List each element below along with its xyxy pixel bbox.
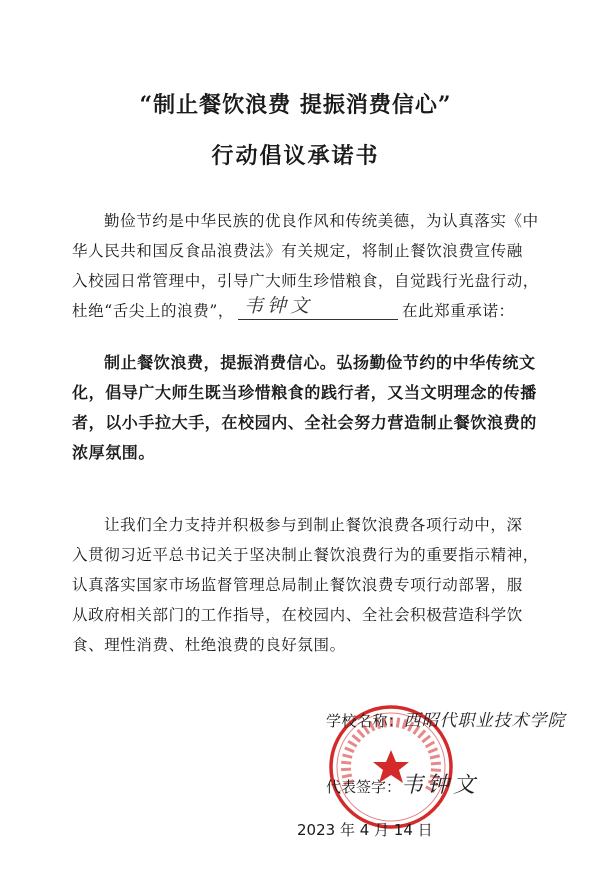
signature-blank (238, 295, 398, 320)
school-name-handwritten: 西昭代职业技术学院 (403, 711, 566, 731)
seal-mark (342, 755, 352, 757)
document-subtitle: 行动倡议承诺书 (211, 143, 380, 169)
representative-signature-line (326, 768, 479, 799)
paragraph-intro (72, 206, 539, 326)
paragraph-line: 者，以小手拉大手，在校园内、全社会努力营造制止餐饮浪费的 (72, 413, 537, 432)
seal-mark (341, 762, 351, 763)
seal-mark (348, 741, 357, 746)
paragraph-line-end: 在此郑重承诺： (401, 302, 515, 320)
paragraph-line: 让我们全力支持并积极参与到制止餐饮浪费各项行动中，深 (104, 516, 523, 534)
paragraph-line-start: 杜绝“舌尖上的浪费”， (72, 302, 234, 320)
paragraph-line (72, 296, 532, 326)
paragraph-line: 入校园日常管理中，引导广大师生珍惜粮食，自觉践行光盘行动， (72, 272, 539, 290)
school-name-line (326, 706, 566, 731)
seal-mark (352, 735, 360, 741)
seal-mark (345, 748, 354, 752)
seal-mark (418, 730, 425, 737)
paragraph-line: 勤俭节约是中华民族的优良作风和传统美德，为认真落实《中 (104, 212, 539, 230)
signing-date: 2023 年 4 月 14 日 (297, 821, 433, 839)
seal-mark (431, 763, 441, 764)
seal-mark (430, 756, 440, 758)
paragraph-line: 华人民共和国反食品浪费法》有关规定，将制止餐饮浪费宣传融 (72, 242, 523, 260)
seal-mark (426, 742, 435, 747)
paragraph-line: 化，倡导广大师生既当珍惜粮食的践行者，又当文明理念的传播 (72, 383, 537, 402)
representative-label: 代表签字： (326, 778, 402, 796)
seal-mark (422, 736, 430, 742)
paragraph-line: 从政府相关部门的工作指导，在校园内、全社会积极营造科学饮 (72, 606, 523, 624)
paragraph-line: 浓厚氛围。 (72, 443, 156, 462)
document-title: “制止餐饮浪费 提振消费信心” (139, 92, 452, 118)
paragraph-line: 认真落实国家市场监督管理总局制止餐饮浪费专项行动部署，服 (72, 576, 523, 594)
representative-signature: 韦钟文 (401, 773, 480, 798)
paragraph-line: 食、理性消费、杜绝浪费的良好氛围。 (72, 636, 346, 654)
paragraph-line: 制止餐饮浪费，提振消费信心。弘扬勤俭节约的中华传统文 (104, 353, 536, 372)
paragraph-line: 入贯彻习近平总书记关于坚决制止餐饮浪费行为的重要指示精神， (72, 546, 539, 564)
handwritten-signature: 韦钟文 (243, 295, 313, 317)
seal-mark (428, 749, 437, 753)
school-name-label: 学校名称： (326, 712, 404, 730)
paragraph-commitment (72, 348, 537, 468)
paragraph-action (72, 510, 539, 660)
